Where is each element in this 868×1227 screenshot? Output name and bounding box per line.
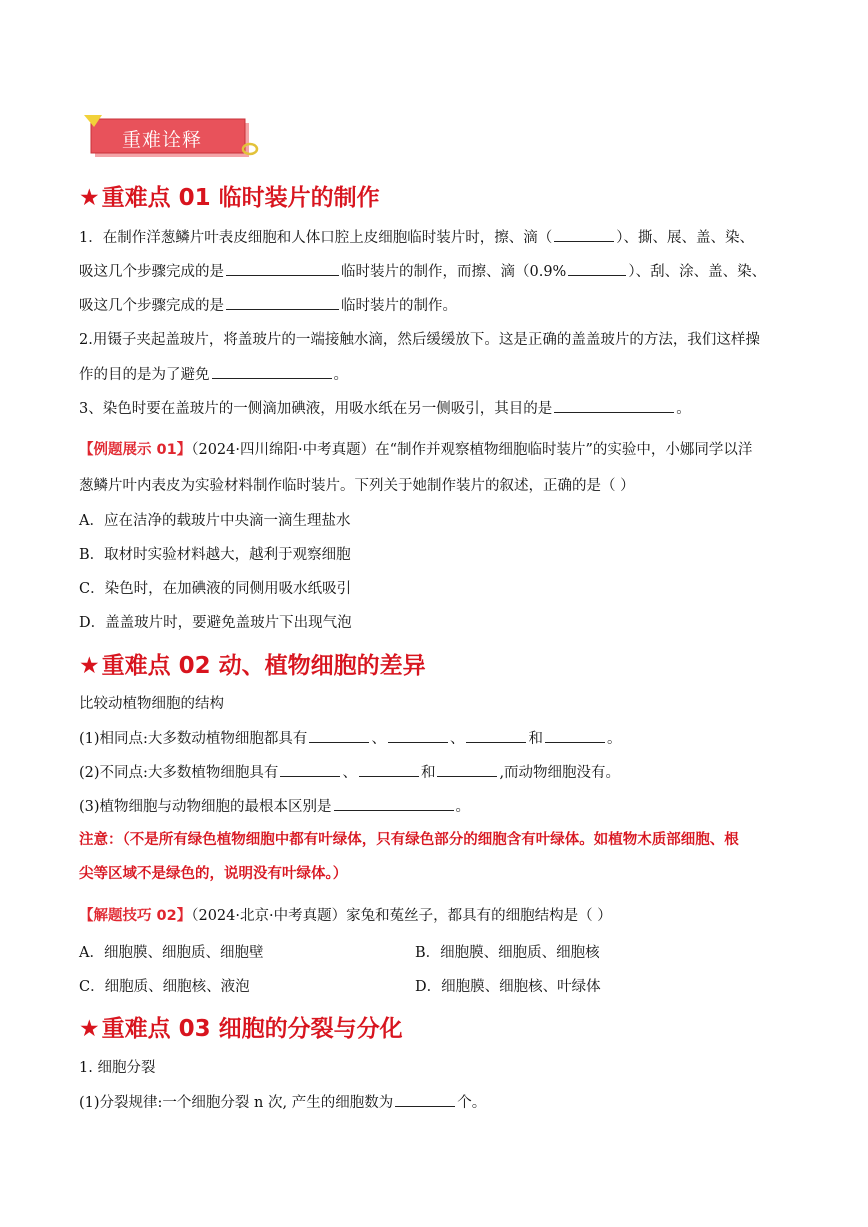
blank[interactable] [212,364,332,379]
division-rule: (1)分裂规律:一个细胞分裂 n 次, 产生的细胞数为 个。 [79,1092,799,1113]
compare-point2: (2)不同点:大多数植物细胞具有 、 和 ,而动物细胞没有。 [79,762,799,783]
q1-line3: 吸这几个步骤完成的是 临时装片的制作。 [79,295,799,316]
blank[interactable] [395,1092,455,1107]
compare-point1: (1)相同点:大多数动植物细胞都具有 、 、 和 。 [79,728,799,749]
section3-title: ★重难点 03 细胞的分裂与分化 [79,1016,403,1042]
star-icon: ★ [79,653,100,679]
blank[interactable] [554,227,614,242]
example-option-c[interactable]: C．染色时，在加碘液的同侧用吸水纸吸引 [79,581,352,597]
blank[interactable] [280,762,340,777]
section1-title: ★重难点 01 临时装片的制作 [79,185,380,211]
compare-point3: (3)植物细胞与动物细胞的最根本区别是 。 [79,796,799,817]
example-tag: 【例题展示 01】 [79,442,192,458]
q2-line1: 2.用镊子夹起盖玻片，将盖玻片的一端接触水滴，然后缓缓放下。这是正确的盖盖玻片的方法，我们这样操 [79,332,760,348]
tip-options-row2 [79,977,799,997]
blank[interactable] [359,762,419,777]
blank[interactable] [466,728,526,743]
blank[interactable] [437,762,497,777]
section2-title: ★重难点 02 动、植物细胞的差异 [79,653,426,679]
q3-line: 3、染色时要在盖玻片的一侧滴加碘液，用吸水纸在另一侧吸引，其目的是 。 [79,398,799,419]
example-line2: 葱鳞片叶内表皮为实验材料制作临时装片。下列关于她制作装片的叙述，正确的是（ ） [79,478,635,494]
blank[interactable] [334,796,454,811]
tip-option-b[interactable]: B．细胞膜、细胞质、细胞核 [415,945,600,961]
note-line1: 注意：（不是所有绿色植物细胞中都有叶绿体，只有绿色部分的细胞含有叶绿体。如植物木质部细胞、根 [79,831,739,848]
star-icon: ★ [79,185,100,211]
example-option-d[interactable]: D．盖盖玻片时，要避免盖玻片下出现气泡 [79,615,352,631]
blank[interactable] [545,728,605,743]
tip-option-a[interactable]: A．细胞膜、细胞质、细胞壁 [79,945,264,961]
banner-label: 重难诠释 [122,129,203,151]
q1-line1: 1．在制作洋葱鳞片叶表皮细胞和人体口腔上皮细胞临时装片时，擦、滴（ ）、撕、展、盖、染、 [79,227,799,248]
blank[interactable] [309,728,369,743]
blank[interactable] [568,261,626,276]
division-subtitle: 1. 细胞分裂 [79,1060,156,1076]
compare-intro: 比较动植物细胞的结构 [79,696,224,712]
tip-options-row1 [79,943,799,963]
blank[interactable] [388,728,448,743]
tip-option-c[interactable]: C．细胞质、细胞核、液泡 [79,979,250,995]
example-line1: 【例题展示 01】（2024·四川绵阳·中考真题）在“制作并观察植物细胞临时装片”的实验中，小娜同学以洋 [79,442,753,458]
blank[interactable] [554,398,674,413]
note-line2: 尖等区域不是绿色的，说明没有叶绿体。） [79,865,348,882]
star-icon: ★ [79,1016,100,1042]
tip-option-d[interactable]: D．细胞膜、细胞核、叶绿体 [415,979,601,995]
blank[interactable] [226,295,339,310]
example-option-a[interactable]: A．应在洁净的载玻片中央滴一滴生理盐水 [79,513,351,529]
banner [82,113,262,161]
q2-line2: 作的目的是为了避免 。 [79,364,799,385]
q1-line2: 吸这几个步骤完成的是 临时装片的制作，而擦、滴（0.9% ）、刮、涂、盖、染、 [79,261,799,282]
example-option-b[interactable]: B．取材时实验材料越大，越利于观察细胞 [79,547,351,563]
blank[interactable] [226,261,339,276]
tip-line: 【解题技巧 02】（2024·北京·中考真题）家兔和菟丝子，都具有的细胞结构是（ ） [79,908,612,924]
tip-tag: 【解题技巧 02】 [79,908,192,924]
